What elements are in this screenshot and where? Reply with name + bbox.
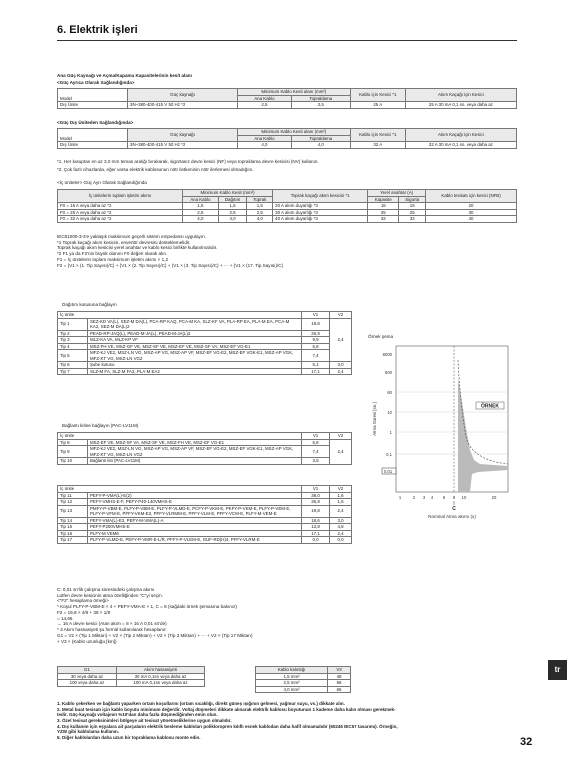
table-row: Dış Ünite 3N~380-400-415 V 50 Hz *2 2,5 2,5 25 A 25 A 30 mA 0,1 sn. veya daha az [58, 102, 517, 109]
x-tick: 6 [442, 495, 446, 500]
table-row: Tip 14 PEFY-VMA(L)-E3, PEFY-M-VMA(L)-A 18,6 3,0 [58, 517, 352, 524]
y-tick: 6000 [382, 352, 392, 357]
table-row: Dış Ünite 3N~380-400-415 V 50 Hz *2 4,0 4,0 32 A 32 A 30 mA 0,1 sn. veya daha az [58, 142, 517, 149]
section-sub2: <Güç Dış Üniteden Sağlandığında> [57, 120, 134, 125]
connection-kit-caption: Bağlantı kitine bağlayın (PAC-LV11M) [62, 423, 139, 428]
table-row: F0 = 25 A veya daha az *2 2,5 2,5 2,5 30 A akım duyarlığı *3 25 25 30 [58, 209, 517, 216]
table-row: Tip 2 PEAD-RP-JAQ(L), PEAD-M-JA(L), PEAD-M-JA(L)2 26,9 [58, 330, 352, 337]
power-table-1 [57, 88, 517, 109]
branch-box-caption: Dağıtım kutusuna bağlayın [62, 302, 117, 307]
th-main: Ana Kablo [238, 95, 292, 102]
table-row: F0 = 32 A veya daha az *2 4,0 4,0 4,0 40 A akım duyarlığı *3 32 32 40 [58, 216, 517, 223]
th-power: Güç kaynağı [128, 89, 238, 102]
x-tick: 2 [412, 495, 416, 500]
x-tick: 4 [430, 495, 434, 500]
notes-3: C: 0,01 sn'lik çalışma süresindeki çalışma akımı Lütfen devre kesicinin atma özelliğinden "C"yi seçin. <"F2" hesaplama örneği> * Koşul PLFY-P-VBM-E × 4 + PEFY-VMA-E × 1, C = 8 (sağdaki örnek şemasına bakınız) F2 = 19,8 × 4/8 + 38 × 1/8 = 14,65 → 16 A devre kesici (Atan akım = 8 × 16 A 0,01 sn'de) * 3 Akım hassasiyeti şu formül kullanılarak hesaplanır. G1 = V2 × (Tip 1 Miktarı) + V2 × (Tip 2 Miktarı) + V2 × (Tip 3 Miktarı) + ··· + V2 × (Tip 17 Miktarı) + V3 × (Kablo uzunluğu [km]) [57, 587, 253, 644]
table-row: 2,5 mm² 56 [256, 680, 351, 687]
language-tab: tr [548, 660, 567, 680]
x-tick: 10 [461, 495, 467, 500]
table-row: Tip 6 Şube kutusu 5,1 3,0 [58, 362, 352, 369]
x-tick: 8 [452, 495, 456, 500]
page-number: 32 [520, 736, 533, 748]
indoor-table: İç ünitelerin toplam işletim akımı Minimum Kablo Kesit (mm²) Toprak kaçağı akım kesicisi *1 Yerel anahtar (A) Kablo tesisatı için kesici (NFB) Ana Kablo Dağıtım Toprak Kapasite Sigorta F0 = 16 A veya daha az *2 1,5 1,5 1,5 20 A akım duyarlığı *3 16 16 20 F0 = 25 A veya daha az *2 2,5 2,5 2,5 30 A akım duyarlığı *3 25 25 30 F0 = 32 A veya daha az *2 4,0 4,0 4,0 40 A akım duyarlığı *3 32 32 40 [57, 189, 517, 223]
chart-title: Örnek şema [368, 334, 394, 339]
th-leak: Akım Kaçağı için Kesici [405, 89, 516, 102]
page-title: 6. Elektrik işleri [57, 24, 138, 36]
x-tick: 20 [491, 495, 497, 500]
c-label: C [452, 506, 456, 512]
title-rule [57, 40, 517, 41]
table-row: F0 = 16 A veya daha az *2 1,5 1,5 1,5 20 A akım duyarlığı *3 16 16 20 [58, 203, 517, 210]
table-row: 4,0 mm² 66 [256, 686, 351, 693]
table-row: Tip 9 MFZ-KJ VE2, MSZ-LN VG, MSZ-AP VG, MSZ-AP VF, MSZ-EF VG-E2, MSZ-EF VGK-E1, MSZ-AP VGK, MFZ-KT VG, MSZ-LN VG2 7,4 [58, 446, 352, 458]
indoor-caption: <İç üniteler> Güç Ayrı Olarak Sağlandığında [57, 180, 147, 185]
table-row: Tip 7 SLZ-M FA, SLZ-M FA2, PLA-M EA2 17,1 2,4 [58, 368, 352, 375]
table-row: 100 veya daha az 100 mA 0,1sn veya daha az [58, 680, 205, 687]
x-tick: 1 [398, 495, 402, 500]
branch-table: İç ünite V1 V2 Tip 1 SEZ-KD VA(L), SEZ-M DA(L), PCA-RP KAQ, PCA-M KA, SLZ-KF VA, PLA-RP EA, PLA-M EA, PCA-M KA2, SEZ-M DA(L)2 19,8 2,4 Tip 2 PEAD-RP-JAQ(L), PEAD-M-JA(L), PEAD-M-JA(L)2 26,9 Tip 3 MLZ-KA VA, MLZ-KP VF 9,9 Tip 4 MSZ-FH VE, MSZ-GF VE, MSZ-SF VE, MSZ-EF VE, MSZ-SF VA, MSZ-EF VG-E1 6,8 Tip 5 MFZ-KJ VE2, MSZ-LN VG, MSZ-AP VG, MSZ-AP VF, MSZ-EF VG-E2, MSZ-EF VGK-E1, MSZ-AP VGK, MFZ-KT VG, MSZ-LN VG2 7,4 Tip 6 Şube kutusu 5,1 3,0 Tip 7 SLZ-M FA, SLZ-M FA2, PLA-M EA2 17,1 2,4 [57, 311, 352, 375]
table-row: Tip 17 PLFY-P-VLMD-E, PEFY-P-VMR-E-L/R, PFFY-P-VLEM-E, GUF-RD(H)4, PFFY-VLRM-E 0,0 0,0 [58, 537, 352, 544]
x-tick: 3 [422, 495, 426, 500]
th-min: Minimum Kablo Kesit alanı (mm²) [238, 89, 351, 96]
y-tick: 0,1 [386, 452, 392, 457]
notes-1: *1. Her kutuptan en az 3,0 mm temas aralığı bırakarak, sigortasız devre kesici (NF) veya topraklama devre kesicisi (NV) kullanın. *2. Çok fazlı cihazlarda, eğer varsa elektrik kablosunun nötr iletkeninin nötr ilerlemesi olmadığını. [57, 159, 319, 172]
table-row: Tip 16 PLFY-M VEM6 17,1 2,4 [58, 530, 352, 537]
y-axis-label: Atma Süresi [sn.] [372, 402, 377, 436]
table-row: 30 veya daha az 30 mA 0,1sn veya daha az [58, 673, 205, 680]
th-breaker: Kablo için Kesici *1 [350, 89, 405, 102]
section-sub1: <Güç Ayrıca Olarak Sağlandığında> [57, 80, 135, 85]
power-table-2: Model Güç kaynağı Minimum Kablo Kesit alanı (mm²) Kablo için Kesici *1 Akım Kaçağı için Kesici Ana Kablo Topraklama Dış Ünite 3N~380-400-415 V 50 Hz *2 4,0 4,0 32 A 32 A 30 mA 0,1 sn. veya daha az [57, 128, 517, 149]
table-row: Tip 12 PEFY-VMHS-E-F, PEFY-P40-140VMHS-E 26,8 1,6 [58, 499, 352, 506]
cable-table: Kablo kalınlığı V3 1,5 mm² 48 2,5 mm² 56 4,0 mm² 66 [255, 666, 351, 693]
notes-2: IEC61000-3-3'e yaklaşık maksimum geçerli sistem empedansı uygulayın. *1 Toprak kaçağı akım kesicisi, envertör devresini desteklemelidir. Toprak kaçağı akım kesicisi yerel anahtar ve kablo kesici birlikte kullanılmalıdır. *2 F1 ya da F2'nin büyük olanını F0 değeri olarak alın. F1 = İç ünitelerin toplam maksimum işletim akımı × 1,2 F2 = {V1 × (1. Tip Sayısı)/C} + {V1 × (2. Tip Sayısı)/C} + {V1 × (3. Tip Sayısı)/C} + ··· + {V1 × (17. Tip Sayısı)/C} [57, 234, 284, 268]
table-row: Tip 8 MSZ-EF VE, MSZ-SF VA, MSZ-SF VE, MSZ-FH VE, MSZ-EF VG-E1 6,8 2,4 [58, 439, 352, 446]
y-tick: 1 [389, 430, 392, 435]
y-tick: 10 [387, 410, 392, 415]
trip-curve-chart [366, 342, 526, 542]
example-label: ÖRNEK [480, 403, 500, 410]
th-earth: Topraklama [291, 95, 350, 102]
table-row: Tip 3 MLZ-KA VA, MLZ-KP VF 9,9 [58, 337, 352, 344]
table-row: Tip 15 PEFY-P200VMHS-E 13,8 4,8 [58, 524, 352, 531]
table-row: 1,5 mm² 48 [256, 673, 351, 680]
indoor-type-table: İç ünite V1 V2 Tip 11 PEFY-P-VMA(L)-E(2) 38,0 1,6 Tip 12 PEFY-VMHS-E-F, PEFY-P40-140VMHS-E 26,8 1,6 Tip 13 PMFY-P-VBM-E, PLFY-P-VBM-E, PLFY-P-VLMD-E, PCFY-P-VKM-E, PKFY-P-VKM-E, PLFY-P-VEM-E, PLFY-P-VFM-E, PFFY-VKM-E2, PFFY-VLRMM-E, PFFY-VLM-E, PFFY-VCM-E, PLFY-M-VEM-E 19,8 2,4 Tip 14 PEFY-VMA(L)-E3, PEFY-M-VMA(L)-A 18,6 3,0 Tip 15 PEFY-P200VMHS-E 13,8 4,8 Tip 16 PLFY-M VEM6 17,1 2,4 Tip 17 PLFY-P-VLMD-E, PEFY-P-VMR-E-L/R, PFFY-P-VLEM-E, GUF-RD(H)4, PFFY-VLRM-E 0,0 0,0 [57, 485, 352, 544]
notes-4: 1. Kablo çekerken ve bağlantı yaparken ortam koşullarını (ortam sıcaklığı, direkt güneş ışığının gelmesi, yağmur suyu, vs.) dikkate alın. 2. Metal buat tesisatı için kablo boyutu minimum değerdir. Voltaj düşmeleri dikkate alınarak elektrik kablosu boyutunun 1 kademe daha kalın olması gerekmek- tedir. Güç-kaynağı voltajının %10'dan daha fazla düşmediğinden emin olun. 3. Özel tesisat gereksinimleri bölgeye ait tesisat yönetmeliklerine uygun olmalıdır. 4. Dış kullanım için eşyalara ait parçaların elektrik besleme kabloları polikloropren kılıflı esnek kablodan daha hafif olmamalıdır (60245 IEC57 tasarımı). Örneğin, YZW gibi kablolama kullanın. 5. Diğer kablolardan daha uzun bir topraklama kablosu monte edin. [57, 701, 398, 740]
th-model: Model [58, 89, 128, 102]
table-row: Tip 11 PEFY-P-VMA(L)-E(2) 38,0 1,6 [58, 492, 352, 499]
table-row: Tip 13 PMFY-P-VBM-E, PLFY-P-VBM-E, PLFY-P-VLMD-E, PCFY-P-VKM-E, PKFY-P-VKM-E, PLFY-P-VEM-E, PLFY-P-VFM-E, PFFY-VKM-E2, PFFY-VLRMM-E, PFFY-VLM-E, PFFY-VCM-E, PLFY-M-VEM-E 19,8 2,4 [58, 505, 352, 517]
sensitivity-table: G1 Akım hassasiyeti 30 veya daha az 30 mA 0,1sn veya daha az 100 veya daha az 100 mA 0,1sn veya daha az [57, 666, 205, 687]
table-row: Tip 10 Bağlantı kiti (PAC-LV11M) 3,5 [58, 458, 352, 465]
y-tick: 60 [387, 390, 392, 395]
section-heading: Ana Güç Kaynağı ve Açma/Kapama Kapasitelerinin kesit alanı [57, 73, 192, 78]
y-tick: 0,01 [384, 469, 393, 474]
table-row: Tip 1 SEZ-KD VA(L), SEZ-M DA(L), PCA-RP KAQ, PCA-M KA, SLZ-KF VA, PLA-RP EA, PLA-M EA, PCA-M KA2, SEZ-M DA(L)2 19,8 2,4 [58, 318, 352, 330]
connection-kit-table: İç ünite V1 V2 Tip 8 MSZ-EF VE, MSZ-SF VA, MSZ-SF VE, MSZ-FH VE, MSZ-EF VG-E1 6,8 2,4 Tip 9 MFZ-KJ VE2, MSZ-LN VG, MSZ-AP VG, MSZ-AP VF, MSZ-EF VG-E2, MSZ-EF VGK-E1, MSZ-AP VGK, MFZ-KT VG, MSZ-LN VG2 7,4 Tip 10 Bağlantı kiti (PAC-LV11M) 3,5 [57, 432, 352, 465]
y-tick: 600 [385, 370, 392, 375]
table-row: Tip 5 MFZ-KJ VE2, MSZ-LN VG, MSZ-AP VG, MSZ-AP VF, MSZ-EF VG-E2, MSZ-EF VGK-E1, MSZ-AP VGK, MFZ-KT VG, MSZ-LN VG2 7,4 [58, 350, 352, 362]
table-row: Tip 4 MSZ-FH VE, MSZ-GF VE, MSZ-SF VE, MSZ-EF VE, MSZ-SF VA, MSZ-EF VG-E1 6,8 [58, 343, 352, 350]
x-axis-label: Nominal Atma akımı (x) [428, 514, 476, 519]
